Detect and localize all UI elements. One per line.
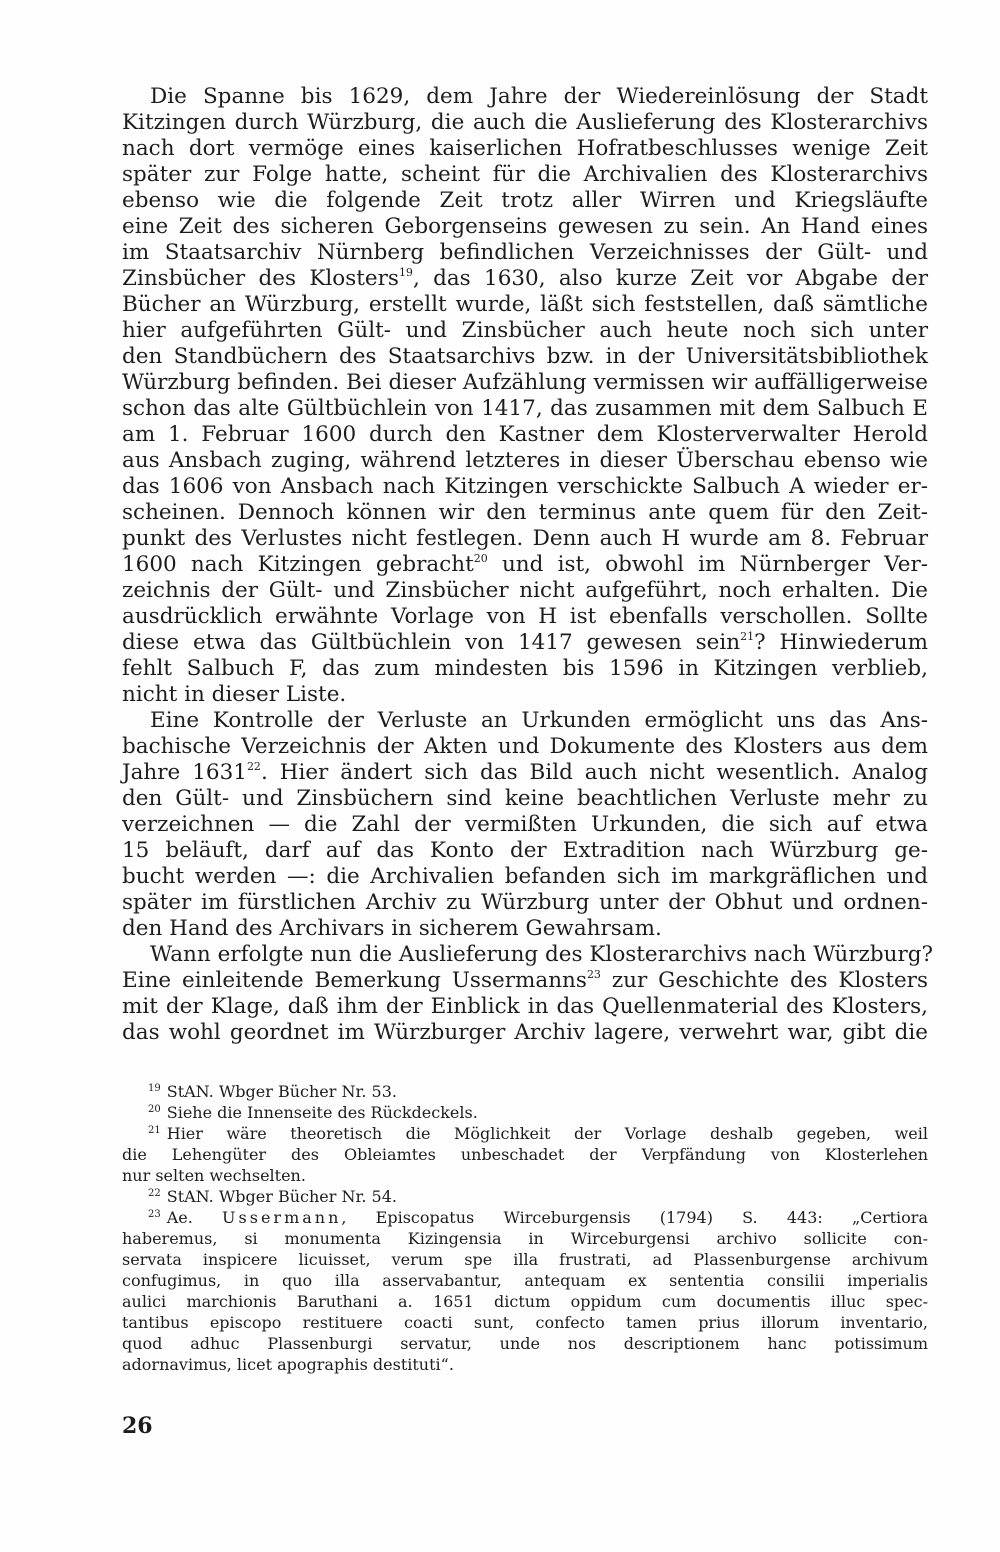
footnote-ref-21: 21	[740, 630, 755, 643]
footnote-ref-23: 23	[586, 968, 601, 981]
text-segment: diese etwa das Gültbüchlein von 1417 gewesen sein	[122, 630, 741, 655]
footnote-23-continued: aulici marchionis Baruthani a. 1651 dictum oppidum cum documentis illuc spec-	[122, 1292, 928, 1311]
footnote-21-continued: die Lehengüter des Obleiamtes unbeschadet der Verpfändung von Klosterlehen	[122, 1145, 928, 1164]
text-line: das wohl geordnet im Würzburger Archiv lagere, verwehrt war, gibt die	[122, 1020, 928, 1045]
text-segment: zur Geschichte des Klosters	[600, 968, 928, 993]
text-line	[122, 760, 928, 786]
text-segment: ? Hinwiederum	[754, 630, 928, 655]
text-line: Bücher an Würzburg, erstellt wurde, läßt sich feststellen, daß sämtliche	[122, 292, 928, 317]
text-line: Würzburg befinden. Bei dieser Aufzählung vermissen wir auffälligerweise	[122, 370, 928, 395]
text-segment: . Hier ändert sich das Bild auch nicht wesentlich. Analog	[260, 760, 928, 785]
text-line: nicht in dieser Liste.	[122, 682, 347, 707]
footnote-ref-19: 19	[398, 266, 413, 279]
text-line: den Standbüchern des Staatsarchivs bzw. in der Universitätsbibliothek	[122, 344, 928, 369]
text-line: 15 beläuft, darf auf das Konto der Extradition nach Würzburg ge-	[122, 838, 928, 863]
footnote-author: Ussermann	[222, 1208, 342, 1227]
footnote-23-continued: confugimus, in quo illa asservabantur, antequam ex sententia consilii imperialis	[122, 1271, 928, 1290]
footnote-23-continued: quod adhuc Plassenburgi servatur, unde nos descriptionem hanc potissimum	[122, 1334, 928, 1353]
text-line: Wann erfolgte nun die Auslieferung des Klosterarchivs nach Würzburg?	[150, 942, 934, 967]
footnote-text: , Episcopatus Wirceburgensis (1794) S. 443: „Certiora	[341, 1208, 928, 1227]
footnote-19	[122, 1081, 928, 1102]
text-line: bachische Verzeichnis der Akten und Dokumente des Klosters aus dem	[122, 734, 928, 759]
text-line: ebenso wie die folgende Zeit trotz aller Wirren und Kriegsläufte	[122, 188, 928, 213]
footnote-text: Hier wäre theoretisch die Möglichkeit der Vorlage deshalb gegeben, weil	[166, 1124, 928, 1143]
text-line: fehlt Salbuch F, das zum mindesten bis 1596 in Kitzingen verblieb,	[122, 656, 928, 681]
footnote-23-continued: haberemus, si monumenta Kizingensia in Wirceburgensi archivo sollicite con-	[122, 1229, 928, 1248]
footnote-number: 23	[148, 1209, 161, 1220]
footnote-ref-22: 22	[246, 760, 261, 773]
text-line: am 1. Februar 1600 durch den Kastner dem Klosterverwalter Herold	[122, 422, 928, 447]
footnote-number: 21	[148, 1125, 161, 1136]
footnote-ref-20: 20	[473, 552, 488, 565]
text-line: scheinen. Dennoch können wir den terminus ante quem für den Zeit-	[122, 500, 928, 525]
footnote-text: Siehe die Innenseite des Rückdeckels.	[166, 1103, 478, 1122]
text-line: bucht werden —: die Archivalien befanden sich im markgräflichen und	[122, 864, 928, 889]
text-line: später zur Folge hatte, scheint für die Archivalien des Klosterarchivs	[122, 162, 928, 187]
footnote-21-continued: nur selten wechselten.	[122, 1166, 306, 1185]
footnote-text: Ae.	[166, 1208, 193, 1227]
footnote-23-continued: adornavimus, licet apographis destituti“.	[122, 1355, 454, 1374]
text-line	[122, 968, 928, 994]
text-line: verzeichnen — die Zahl der vermißten Urkunden, die sich auf etwa	[122, 812, 928, 837]
text-segment: , das 1630, also kurze Zeit vor Abgabe der	[412, 266, 928, 291]
text-line: Eine Kontrolle der Verluste an Urkunden ermöglicht uns das Ans-	[150, 708, 928, 733]
text-line: schon das alte Gültbüchlein von 1417, das zusammen mit dem Salbuch E	[122, 396, 928, 421]
text-line: punkt des Verlustes nicht festlegen. Denn auch H wurde am 8. Februar	[122, 526, 928, 551]
text-segment: und ist, obwohl im Nürnberger Ver-	[487, 552, 928, 577]
footnote-23	[122, 1207, 928, 1228]
main-text	[122, 84, 934, 1046]
text-line: den Gült- und Zinsbüchern sind keine beachtlichen Verluste mehr zu	[122, 786, 928, 811]
footnote-number: 19	[148, 1083, 161, 1094]
footnote-20	[122, 1102, 928, 1123]
footnote-22	[122, 1186, 928, 1207]
text-line	[122, 266, 928, 292]
text-line: mit der Klage, daß ihm der Einblick in das Quellenmaterial des Klosters,	[122, 994, 928, 1019]
text-line: später im fürstlichen Archiv zu Würzburg unter der Obhut und ordnen-	[122, 890, 928, 915]
footnote-21	[122, 1123, 928, 1144]
text-line: den Hand des Archivars in sicherem Gewahrsam.	[122, 916, 662, 941]
footnote-number: 20	[148, 1104, 161, 1115]
footnote-text: StAN. Wbger Bücher Nr. 54.	[166, 1187, 397, 1206]
text-segment: 1600 nach Kitzingen gebracht	[122, 552, 474, 577]
footnote-text: StAN. Wbger Bücher Nr. 53.	[166, 1082, 397, 1101]
text-line: zeichnis der Gült- und Zinsbücher nicht aufgeführt, noch erhalten. Die	[122, 578, 928, 603]
footnote-23-continued: tantibus episcopo restituere coacti sunt, confecto tamen prius illorum inventario,	[122, 1313, 928, 1332]
text-line: im Staatsarchiv Nürnberg befindlichen Verzeichnisses der Gült- und	[122, 240, 928, 265]
text-segment: Zinsbücher des Klosters	[122, 266, 399, 291]
text-line: Die Spanne bis 1629, dem Jahre der Wiedereinlösung der Stadt	[150, 84, 928, 109]
text-line: das 1606 von Ansbach nach Kitzingen verschickte Salbuch A wieder er-	[122, 474, 928, 499]
text-segment: Jahre 1631	[122, 760, 247, 785]
text-segment: Eine einleitende Bemerkung Ussermanns	[122, 968, 587, 993]
text-line: ausdrücklich erwähnte Vorlage von H ist ebenfalls verschollen. Sollte	[122, 604, 928, 629]
text-line: nach dort vermöge eines kaiserlichen Hofratbeschlusses wenige Zeit	[122, 136, 928, 161]
page-number: 26	[122, 1413, 153, 1439]
text-line: eine Zeit des sicheren Geborgenseins gewesen zu sein. An Hand eines	[122, 214, 928, 239]
text-line: aus Ansbach zuging, während letzteres in dieser Überschau ebenso wie	[122, 448, 928, 473]
footnotes	[122, 1081, 928, 1375]
text-line	[122, 552, 928, 578]
footnote-23-continued: servata inspicere licuisset, verum spe illa frustrati, ad Plassenburgense archivum	[122, 1250, 928, 1269]
text-line	[122, 630, 928, 656]
text-line: Kitzingen durch Würzburg, die auch die Auslieferung des Klosterarchivs	[122, 110, 928, 135]
text-line: hier aufgeführten Gült- und Zinsbücher auch heute noch sich unter	[122, 318, 928, 343]
footnote-number: 22	[148, 1188, 161, 1199]
